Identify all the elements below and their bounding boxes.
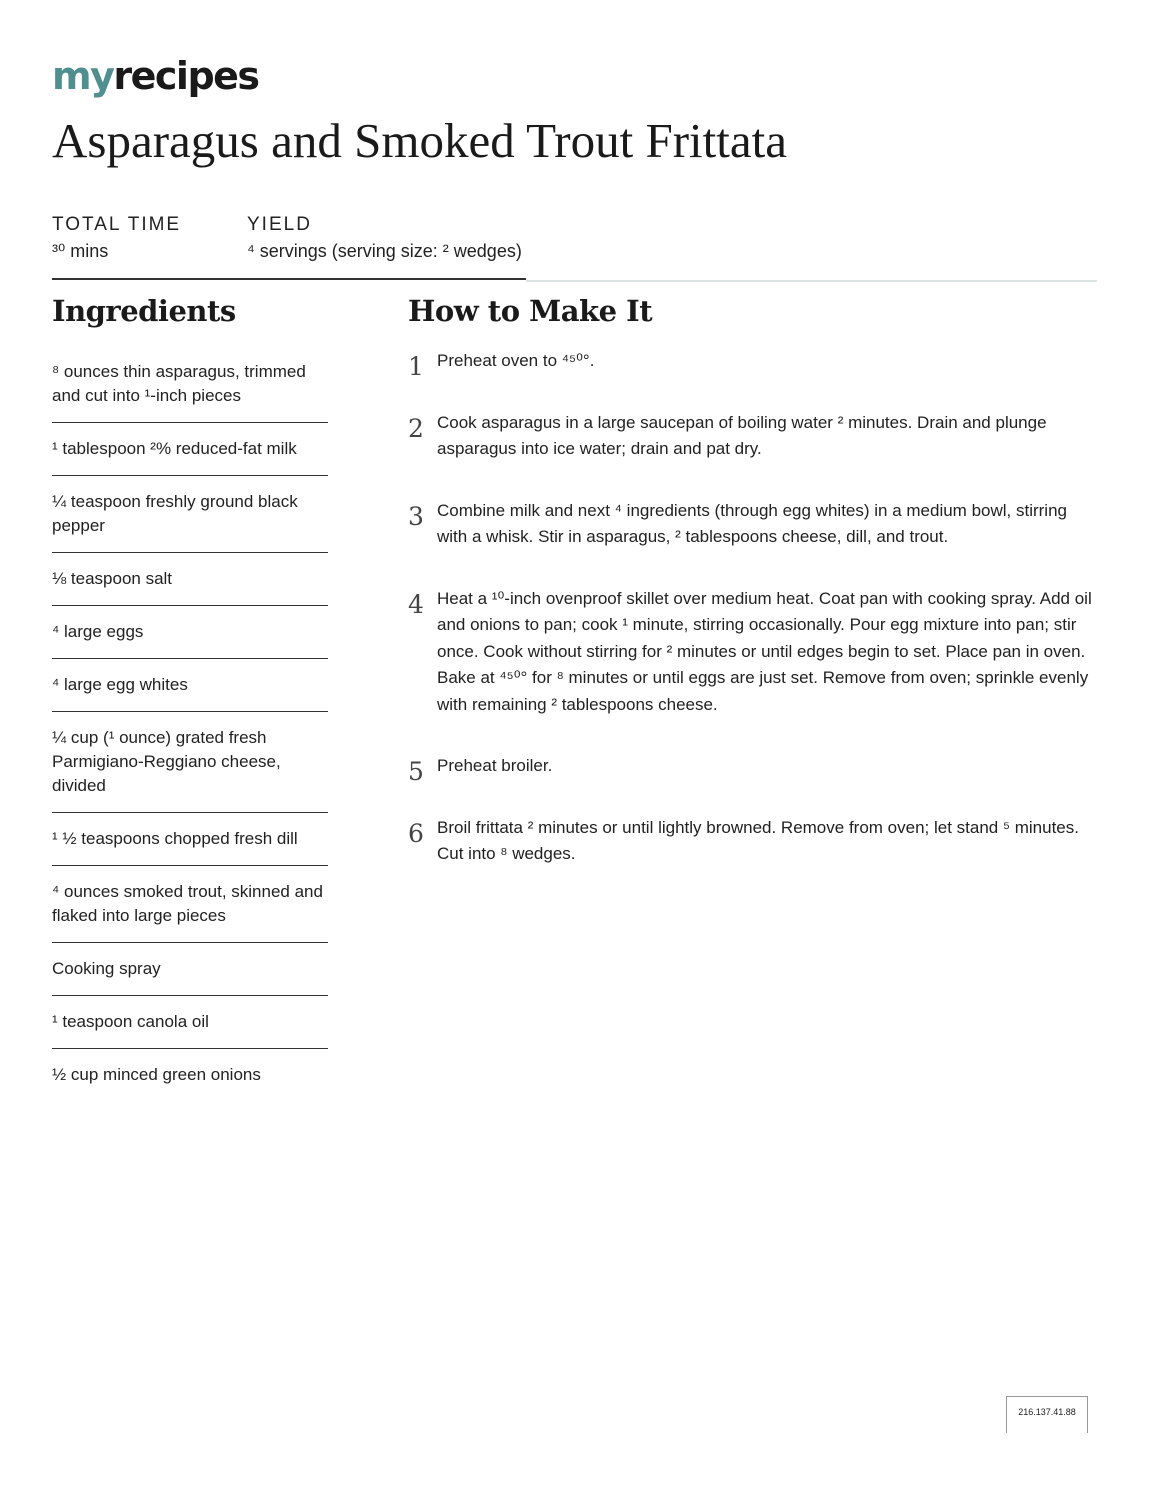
step-number: 1 <box>408 352 424 381</box>
meta-divider-light <box>526 280 1097 282</box>
step-text: Broil frittata ² minutes or until lightly browned. Remove from oven; let stand ⁵ minutes. Cut into ⁸ wedges. <box>437 817 1079 863</box>
ingredient-item: ¹ ½ teaspoons chopped fresh dill <box>52 827 328 866</box>
step-number: 3 <box>408 501 424 531</box>
ingredients-heading: Ingredients <box>52 294 236 328</box>
step-number: 5 <box>408 757 424 786</box>
ingredient-item: ⁴ ounces smoked trout, skinned and flaked into large pieces <box>52 880 328 943</box>
step-item <box>408 753 1098 786</box>
step-number: 2 <box>408 413 424 443</box>
ingredient-item: ⁸ ounces thin asparagus, trimmed and cut into ¹-inch pieces <box>52 360 328 423</box>
total-time-label: TOTAL TIME <box>52 214 182 235</box>
ingredient-item: Cooking spray <box>52 957 328 996</box>
step-text: Preheat broiler. <box>437 756 553 775</box>
ingredient-item: ⅛ teaspoon salt <box>52 567 328 606</box>
step-number: 4 <box>408 589 424 619</box>
step-item <box>408 410 1098 463</box>
instructions-list <box>408 348 1098 903</box>
step-item <box>408 498 1098 551</box>
ip-stamp: 216.137.41.88 <box>1006 1396 1088 1433</box>
yield-value: ⁴ servings (serving size: ² wedges) <box>247 241 522 261</box>
ingredient-item: ¼ cup (¹ ounce) grated fresh Parmigiano-Reggiano cheese, divided <box>52 726 328 813</box>
recipe-title: Asparagus and Smoked Trout Frittata <box>52 113 787 168</box>
step-item <box>408 815 1098 868</box>
step-text: Preheat oven to ⁴⁵⁰°. <box>437 351 595 370</box>
ingredient-item: ¹ teaspoon canola oil <box>52 1010 328 1049</box>
logo-part-my: my <box>52 54 114 98</box>
ingredients-list <box>52 360 328 1115</box>
step-text: Cook asparagus in a large saucepan of boiling water ² minutes. Drain and plunge asparagus into ice water; drain and pat dry. <box>437 412 1047 458</box>
step-number: 6 <box>408 818 424 848</box>
step-item <box>408 586 1098 719</box>
ingredient-item: ⁴ large eggs <box>52 620 328 659</box>
logo-part-recipes: recipes <box>113 54 259 98</box>
ingredient-item: ½ cup minced green onions <box>52 1065 261 1084</box>
meta-divider <box>52 278 526 280</box>
total-time-value: ³⁰ mins <box>52 241 109 261</box>
ingredient-item: ⁴ large egg whites <box>52 673 328 712</box>
step-text: Combine milk and next ⁴ ingredients (through egg whites) in a medium bowl, stirring with a whisk. Stir in asparagus, ² tablespoons cheese, dill, and trout. <box>437 500 1067 546</box>
instructions-heading: How to Make It <box>408 294 653 328</box>
step-item <box>408 348 1098 381</box>
step-text: Heat a ¹⁰-inch ovenproof skillet over medium heat. Coat pan with cooking spray. Add oil and onions to pan; cook ¹ minute, stirring occasionally. Pour egg mixture into pan; stir once. Cook without stirring for ² minutes or until edges begin to set. Place pan in oven. Bake at ⁴⁵⁰° for ⁸ minutes or until eggs are just set. Remove from oven; sprinkle evenly with remaining ² tablespoons cheese. <box>437 588 1092 714</box>
ingredient-item: ¼ teaspoon freshly ground black pepper <box>52 490 328 553</box>
yield-label: YIELD <box>247 214 312 235</box>
ingredient-item: ¹ tablespoon ²% reduced-fat milk <box>52 437 328 476</box>
myrecipes-logo[interactable] <box>52 54 259 104</box>
